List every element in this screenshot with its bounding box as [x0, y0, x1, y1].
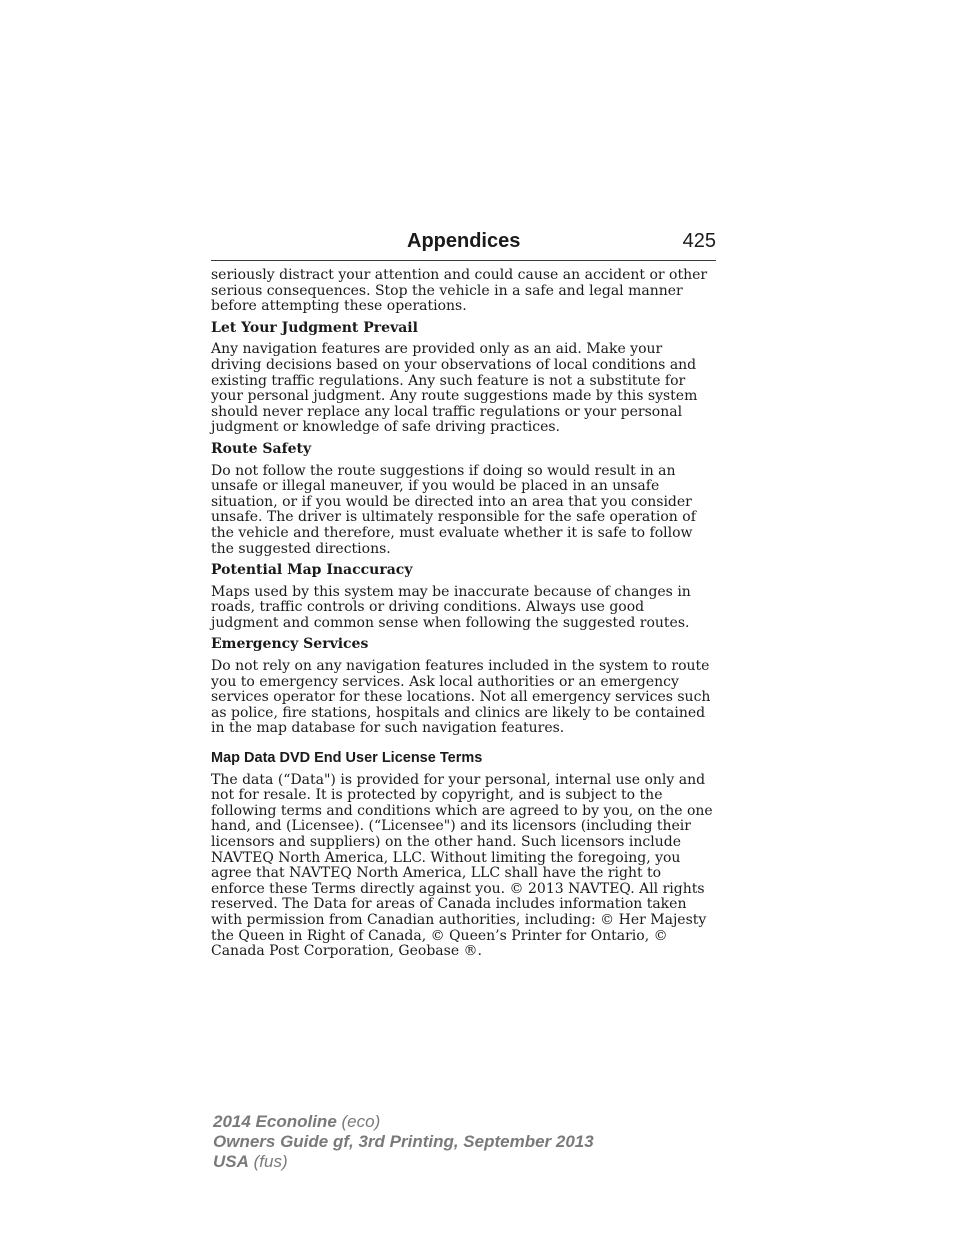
map-inaccuracy-heading: Potential Map Inaccuracy: [211, 562, 413, 579]
judgment-heading: Let Your Judgment Prevail: [211, 319, 418, 336]
judgment-paragraph: Any navigation features are provided only as an aid. Make your driving decisions based on your observations of local conditions and existing traffic regulations. Any such feature is not a substitute for your personal judgment. Any route suggestions made by this system should never replace any local traffic regulations or your personal judgment or knowledge of safe driving practices.: [211, 341, 698, 436]
footer-line-region: [213, 1152, 713, 1172]
intro-paragraph: seriously distract your attention and could cause an accident or other serious consequences. Stop the vehicle in a safe and legal manner before attempting these operations.: [211, 267, 708, 315]
page-footer: [213, 1112, 713, 1172]
route-safety-paragraph: Do not follow the route suggestions if doing so would result in an unsafe or illegal maneuver, if you would be placed in an unsafe situation, or if you would be directed into an area that you consider unsafe. The driver is ultimately responsible for the safe operation of the vehicle and therefore, must evaluate whether it is safe to follow the suggested directions.: [211, 462, 696, 557]
route-safety-heading: Route Safety: [211, 440, 312, 457]
emergency-services-paragraph: Do not rely on any navigation features included in the system to route you to emergency services. Ask local authorities or an emergency services operator for these locations. Not all emergency services such as police, fire stations, hospitals and clinics are likely to be contained in the map database for such navigation features.: [211, 658, 711, 737]
footer-model-name: 2014 Econoline: [213, 1112, 337, 1131]
page-header: [211, 228, 716, 261]
emergency-services-heading: Emergency Services: [211, 636, 369, 653]
footer-region-code: (fus): [248, 1152, 288, 1171]
footer-line-guide: Owners Guide gf, 3rd Printing, September 2013: [213, 1132, 594, 1151]
footer-region-name: USA: [213, 1152, 249, 1171]
map-inaccuracy-paragraph: Maps used by this system may be inaccurate because of changes in roads, traffic controls or driving conditions. Always use good judgment and common sense when following the suggested routes.: [211, 583, 691, 631]
footer-model-code: (eco): [336, 1112, 381, 1131]
license-terms-paragraph: The data (“Data") is provided for your personal, internal use only and not for resale. It is protected by copyright, and is subject to the following terms and conditions which are agreed to by you, on the one hand, and (Licensee). (“Licensee") and its licensors (including their licensors and suppliers) on the other hand. Such licensors include NAVTEQ North America, LLC. Without limiting the foregoing, you agree that NAVTEQ North America, LLC shall have the right to enforce these Terms directly against you. © 2013 NAVTEQ. All rights reserved. The Data for areas of Canada includes information taken with permission from Canadian authorities, including: © Her Majesty the Queen in Right of Canada, © Queen’s Printer for Ontario, © Canada Post Corporation, Geobase ®.: [211, 771, 713, 960]
page-content: [211, 268, 716, 966]
page-number: 425: [682, 230, 716, 252]
license-terms-heading: Map Data DVD End User License Terms: [211, 750, 483, 767]
page-title: Appendices: [407, 230, 521, 252]
footer-line-model: [213, 1112, 713, 1132]
